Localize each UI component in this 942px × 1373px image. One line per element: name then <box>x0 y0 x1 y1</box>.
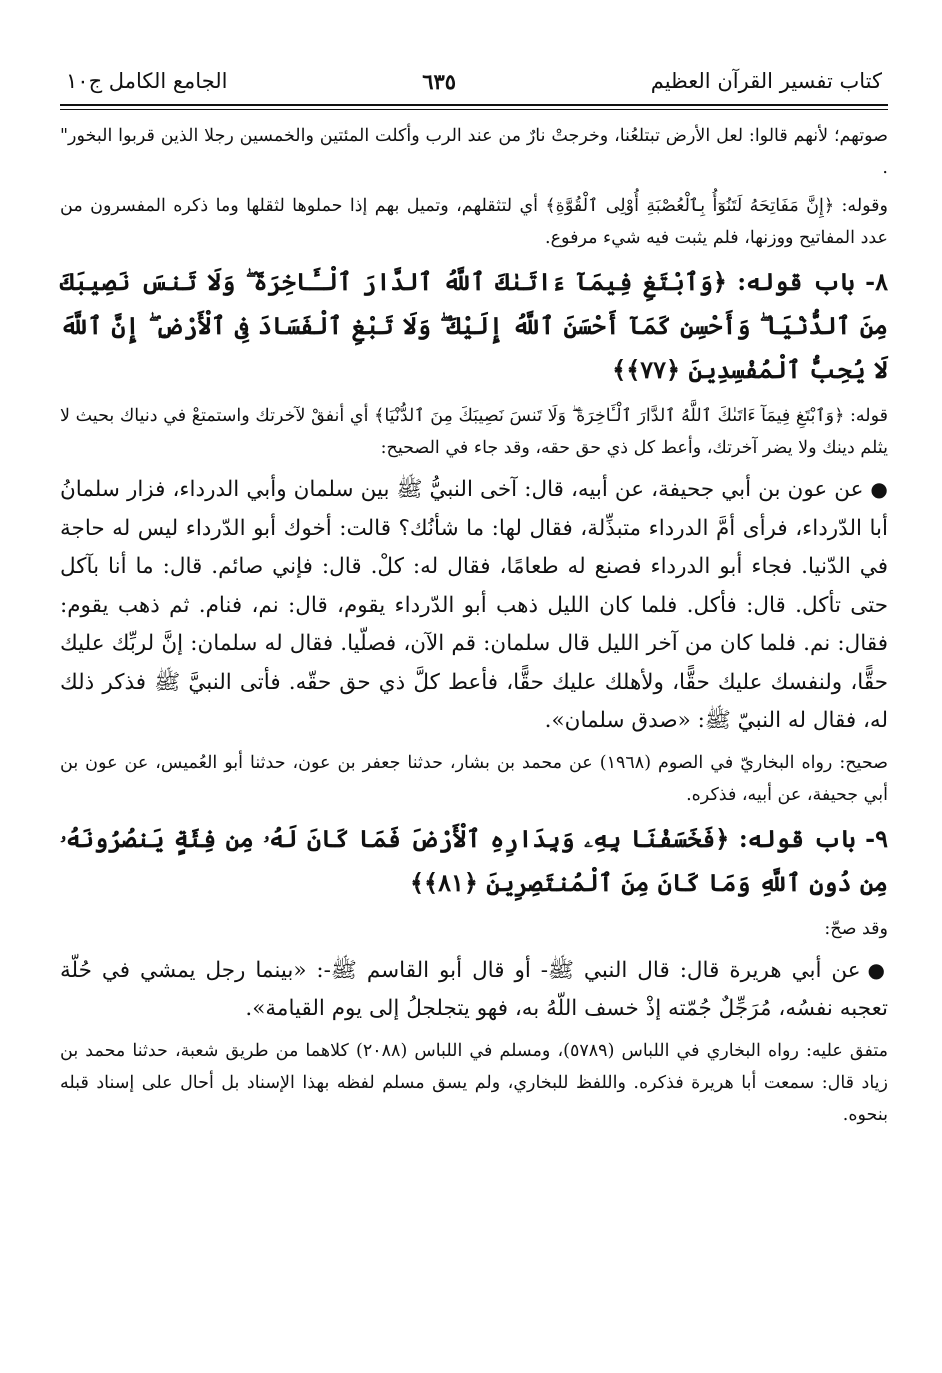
keys-commentary <box>60 190 888 254</box>
keys-verse: ﴿إِنَّ مَفَاتِحَهُ لَتَنُوٓأُ بِٱلْعُصْبَةِ أُوْلِى ٱلْقُوَّةِ﴾ <box>545 196 835 216</box>
page-number: ٦٣٥ <box>422 68 457 94</box>
chapter-8-commentary <box>60 400 888 464</box>
header-rule-thin <box>60 109 888 110</box>
chapter-9-verse: ﴿فَخَسَفْنَا بِهِۦ وَبِدَارِهِ ٱلْأَرْضَ فَمَا كَانَ لَهُۥ مِن فِئَةٍ يَنصُرُونَهُۥ مِن دُونِ ٱللَّهِ وَمَا كَانَ مِنَ ٱلْمُنتَصِرِينَ ﴿٨١﴾﴾ <box>60 823 888 897</box>
volume-title: الجامع الكامل ج١٠ <box>66 69 228 93</box>
chapter-8-heading <box>60 260 888 392</box>
hadith-salman-text: عن عون بن أبي جحيفة، عن أبيه، قال: آخى النبيُّ ﷺ بين سلمان وأبي الدرداء، فزار سلمانُ أبا الدّرداء، فرأى أمَّ الدرداء متبذِّلة، فقال لها: ما شأنُك؟ قالت: أخوك أبو الدّرداء ليس له حاجة في الدّنيا. فجاء أبو الدرداء فصنع له طعامًا، فقال له: كلْ. قال: فإني صائم. قال: ما أنا بآكل حتى تأكل. قال: فأكل. فلما كان الليل ذهب أبو الدّرداء يقوم، قال: نم، فنام. ثم ذهب يقوم: فقال: نم. فلما كان من آخر الليل قال سلمان: قم الآن، فصلّيا. فقال له سلمان: إنَّ لربِّك عليك حقًّا، ولنفسك عليك حقًّا، ولأهلك عليك حقًّا، فأعط كلَّ ذي حق حقّه. فأتى النبيَّ ﷺ فذكر ذلك له، فقال له النبيّ ﷺ: «صدق سلمان». <box>60 477 888 733</box>
chapter-9-label: ٩- باب قوله: <box>729 823 888 853</box>
keys-commentary-lead: وقوله: <box>834 196 889 216</box>
chapter-8-commentary-verse: ﴿وَٱبْتَغِ فِيمَآ ءَاتَىٰكَ ٱللَّهُ ٱلدَّارَ ٱلْـَٔاخِرَةَ ۖ وَلَا تَنسَ نَصِيبَكَ مِنَ ٱلدُّنْيَا﴾ <box>374 406 845 426</box>
hadith-salman-takhrij: صحيح: رواه البخاريّ في الصوم (١٩٦٨) عن محمد بن بشار، حدثنا جعفر بن عون، حدثنا أبو العُميس، عن عون بن أبي جحيفة، عن أبيه، فذكره. <box>60 752 888 805</box>
book-title: كتاب تفسير القرآن العظيم <box>650 69 882 93</box>
chapter-8-label: ٨- باب قوله: <box>726 267 888 296</box>
chapter-8-commentary-lead: قوله: <box>844 406 888 426</box>
chapter-9-heading <box>60 817 888 905</box>
bullet-icon: ● <box>870 477 889 501</box>
keys-commentary-rest: أي لتثقلهم، وتميل بهم إذا حملوها لثقلها وما ذكره المفسرون من عدد المفاتيح ووزنها، فلم يثبت فيه شيء مرفوع. <box>60 196 888 248</box>
chapter-8-commentary-rest: أي أنفقْ لآخرتك واستمتعْ في دنياك بحيث لا يثلم دينك ولا يضر آخرتك، وأعط كل ذي حق حقه، وقد جاء في الصحيح: <box>60 406 888 458</box>
sahh-line: وقد صحّ: <box>824 918 888 939</box>
hadith-salman <box>60 470 888 741</box>
hadith-abu-hurayra-takhrij: متفق عليه: رواه البخاري في اللباس (٥٧٨٩)، ومسلم في اللباس (٢٠٨٨) كلاهما من طريق شعبة، حدثنا محمد بن زياد قال: سمعت أبا هريرة فذكره. واللفظ للبخاري، ولم يسق مسلم لفظه بهذا الإسناد بل أحال على إسناد قبله بنحوه. <box>60 1040 889 1125</box>
intro-paragraph: صوتهم؛ لأنهم قالوا: لعل الأرض تبتلعُنا، وخرجتْ نارٌ من عند الرب وأكلت المئتين والخمسين رجلا الذين قربوا البخور" . <box>60 126 888 178</box>
hadith-abu-hurayra-text: عن أبي هريرة قال: قال النبي ﷺ- أو قال أبو القاسم ﷺ-: «بينما رجل يمشي في حُلّة تعجبه نفسُه، مُرَجِّلٌ جُمّته إذْ خسف اللّهُ به، فهو يتجلجلُ إلى يوم القيامة». <box>60 957 888 1021</box>
hadith-abu-hurayra <box>60 951 888 1029</box>
bullet-icon: ● <box>867 957 888 982</box>
chapter-8-verse: ﴿وَٱبْتَغِ فِيمَآ ءَاتَىٰكَ ٱللَّهُ ٱلدَّارَ ٱلْـَٔاخِرَةَ ۖ وَلَا تَنسَ نَصِيبَكَ مِنَ ٱلدُّنْيَا ۖ وَأَحْسِن كَمَآ أَحْسَنَ ٱللَّهُ إِلَيْكَ ۖ وَلَا تَبْغِ ٱلْفَسَادَ فِى ٱلْأَرْضِ ۖ إِنَّ ٱللَّهَ لَا يُحِبُّ ٱلْمُفْسِدِينَ ﴿٧٧﴾﴾ <box>60 267 888 384</box>
page <box>60 58 888 1137</box>
header-rule-thick <box>60 104 888 106</box>
page-header <box>60 58 888 104</box>
